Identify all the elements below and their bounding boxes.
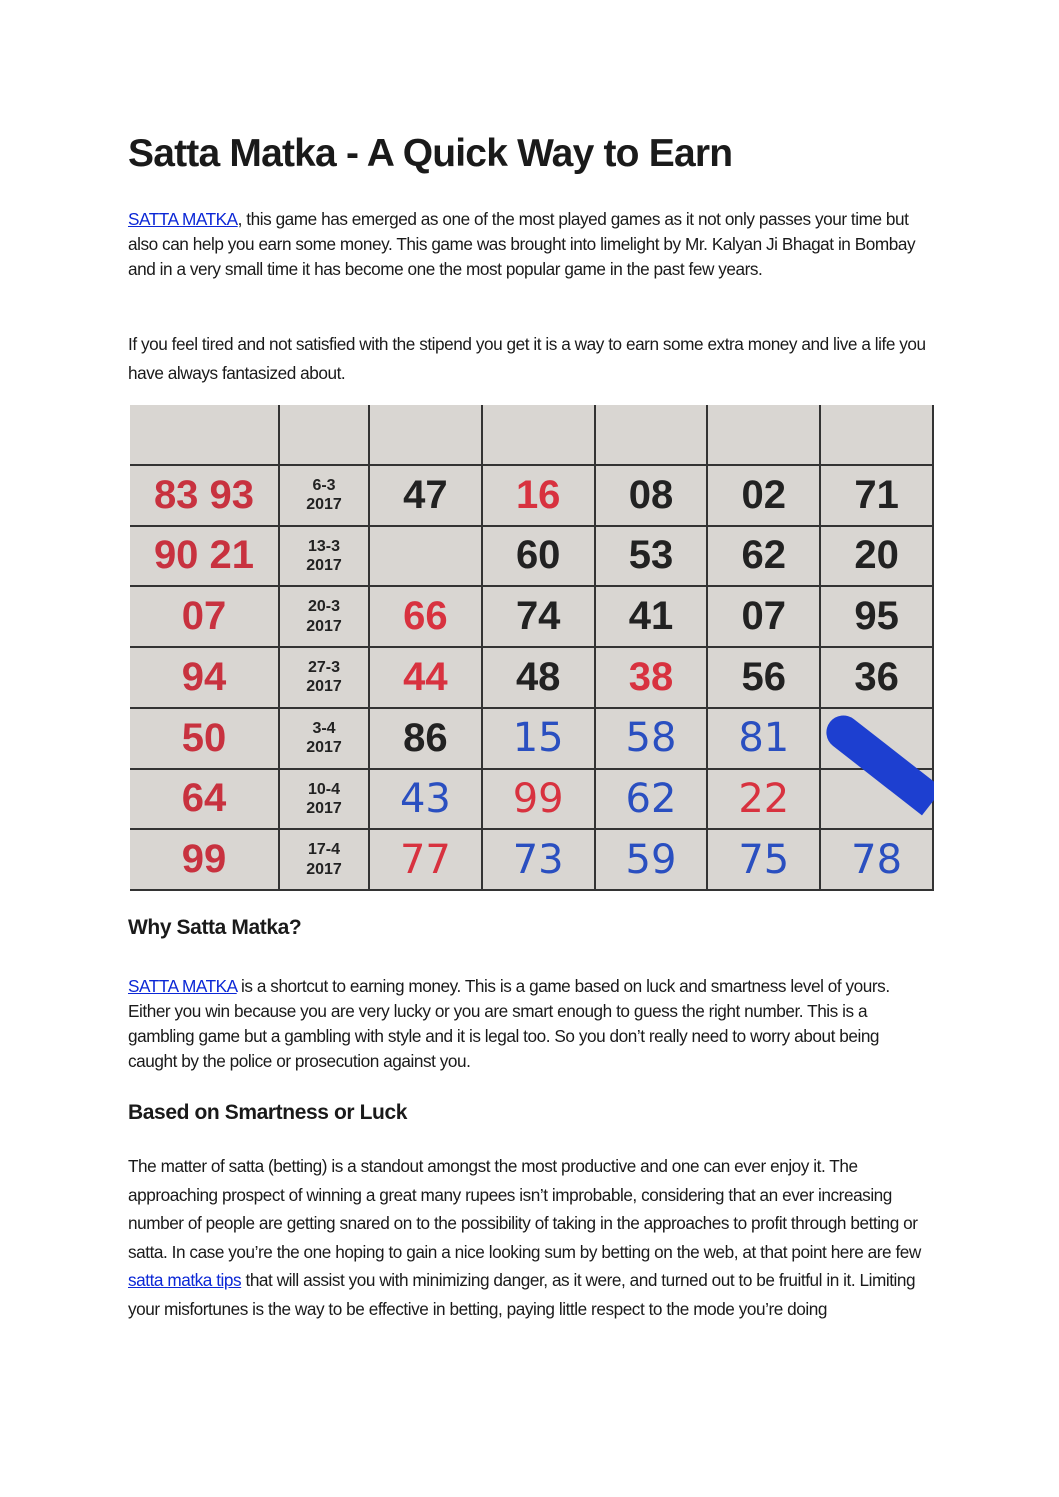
chart-number: 86 (370, 709, 483, 770)
chart-top-cell (708, 405, 821, 466)
satta-matka-link-2[interactable]: SATTA MATKA (128, 976, 237, 996)
chart-date: 6-3 (312, 476, 336, 494)
chart-date-cell (280, 527, 370, 588)
intro-paragraph (128, 207, 928, 282)
chart-date: 2017 (306, 799, 342, 817)
chart-number: 74 (483, 587, 596, 648)
smartness-text-2: that will assist you with minimizing danger, as it were, and turned out to be fruitful in it. Limiting your misfortunes is the way to be effective in betting, paying little respect to the mode you’re doing (128, 1270, 916, 1319)
chart-date: 2017 (306, 739, 342, 757)
chart-date: 2017 (306, 617, 342, 635)
chart-number: 78 (821, 830, 934, 891)
chart-number: 58 (596, 709, 709, 770)
satta-matka-link[interactable]: SATTA MATKA (128, 209, 238, 229)
chart-top-cell (596, 405, 709, 466)
chart-number: 44 (370, 648, 483, 709)
chart-number: 43 (370, 770, 483, 831)
chart-number: 95 (821, 587, 934, 648)
chart-number (370, 527, 483, 588)
smartness-text-1: The matter of satta (betting) is a standout amongst the most productive and one can ever enjoy it. The approaching prospect of winning a great many rupees isn’t improbable, considering that an ever increasing number of people are getting snared on to the possibility of taking in the approaches to profit through betting or satta. In case you’re the one hoping to gain a nice looking sum by betting on the web, at that point here are few (128, 1156, 921, 1262)
chart-number: 41 (596, 587, 709, 648)
chart-number: 15 (483, 709, 596, 770)
chart-top-cell (280, 405, 370, 466)
chart-number: 38 (596, 648, 709, 709)
chart-date-cell (280, 648, 370, 709)
chart-date: 10-4 (307, 780, 341, 798)
chart-number: 62 (708, 527, 821, 588)
chart-left-number: 50 (130, 709, 280, 770)
chart-number: 60 (483, 527, 596, 588)
smartness-paragraph (128, 1152, 928, 1324)
chart-date: 2017 (306, 678, 342, 696)
chart-grid (130, 405, 934, 891)
chart-number: 36 (821, 648, 934, 709)
chart-number: 48 (483, 648, 596, 709)
heading-smartness-luck: Based on Smartness or Luck (128, 1101, 408, 1124)
chart-number: 02 (708, 466, 821, 527)
chart-left-number: 07 (130, 587, 280, 648)
chart-number: 07 (708, 587, 821, 648)
why-paragraph (128, 974, 928, 1074)
chart-date: 2017 (306, 556, 342, 574)
chart-number: 81 (708, 709, 821, 770)
chart-date-cell (280, 830, 370, 891)
chart-date-cell (280, 587, 370, 648)
chart-number: 56 (708, 648, 821, 709)
chart-date: 3-4 (312, 719, 336, 737)
satta-matka-tips-link[interactable]: satta matka tips (128, 1270, 242, 1291)
chart-number: 47 (370, 466, 483, 527)
chart-left-number: 64 (130, 770, 280, 831)
chart-date: 2017 (306, 860, 342, 878)
chart-top-cell (130, 405, 280, 466)
paragraph-2: If you feel tired and not satisfied with the stipend you get it is a way to earn some extra money and live a life you have always fantasized about. (128, 334, 926, 383)
chart-date-cell (280, 770, 370, 831)
page-title: Satta Matka - A Quick Way to Earn (128, 132, 733, 175)
chart-top-cell (483, 405, 596, 466)
chart-number: 16 (483, 466, 596, 527)
heading-why-satta-matka: Why Satta Matka? (128, 916, 302, 939)
chart-date-cell (280, 466, 370, 527)
why-text: is a shortcut to earning money. This is a game based on luck and smartness level of yours. Either you win because you are very lucky or you are smart enough to guess the right number. This is a gambling game but a gambling with style and it is legal too. So you don’t really need to worry about being caught by the police or prosecution against you. (128, 976, 890, 1071)
chart-number: 53 (596, 527, 709, 588)
chart-date: 17-4 (307, 841, 341, 859)
chart-number: 77 (370, 830, 483, 891)
chart-left-number: 94 (130, 648, 280, 709)
chart-date: 20-3 (307, 598, 341, 616)
chart-number: 99 (483, 770, 596, 831)
chart-number: 20 (821, 527, 934, 588)
chart-number: 73 (483, 830, 596, 891)
chart-number: 62 (596, 770, 709, 831)
chart-left-number: 83 93 (130, 466, 280, 527)
chart-number: 59 (596, 830, 709, 891)
chart-date: 2017 (306, 496, 342, 514)
chart-date: 27-3 (307, 659, 341, 677)
chart-number: 71 (821, 466, 934, 527)
chart-left-number: 99 (130, 830, 280, 891)
intro-text: , this game has emerged as one of the most played games as it not only passes your time but also can help you earn some money. This game was brought into limelight by Mr. Kalyan Ji Bhagat in Bombay and in a very small time it has become one the most popular game in the past few years. (128, 209, 916, 279)
chart-top-cell (370, 405, 483, 466)
chart-number: 75 (708, 830, 821, 891)
satta-chart-photo (130, 405, 934, 891)
chart-top-cell (821, 405, 934, 466)
chart-date: 13-3 (307, 537, 341, 555)
chart-number: 66 (370, 587, 483, 648)
chart-number: 22 (708, 770, 821, 831)
chart-date-cell (280, 709, 370, 770)
chart-number: 08 (596, 466, 709, 527)
chart-left-number: 90 21 (130, 527, 280, 588)
